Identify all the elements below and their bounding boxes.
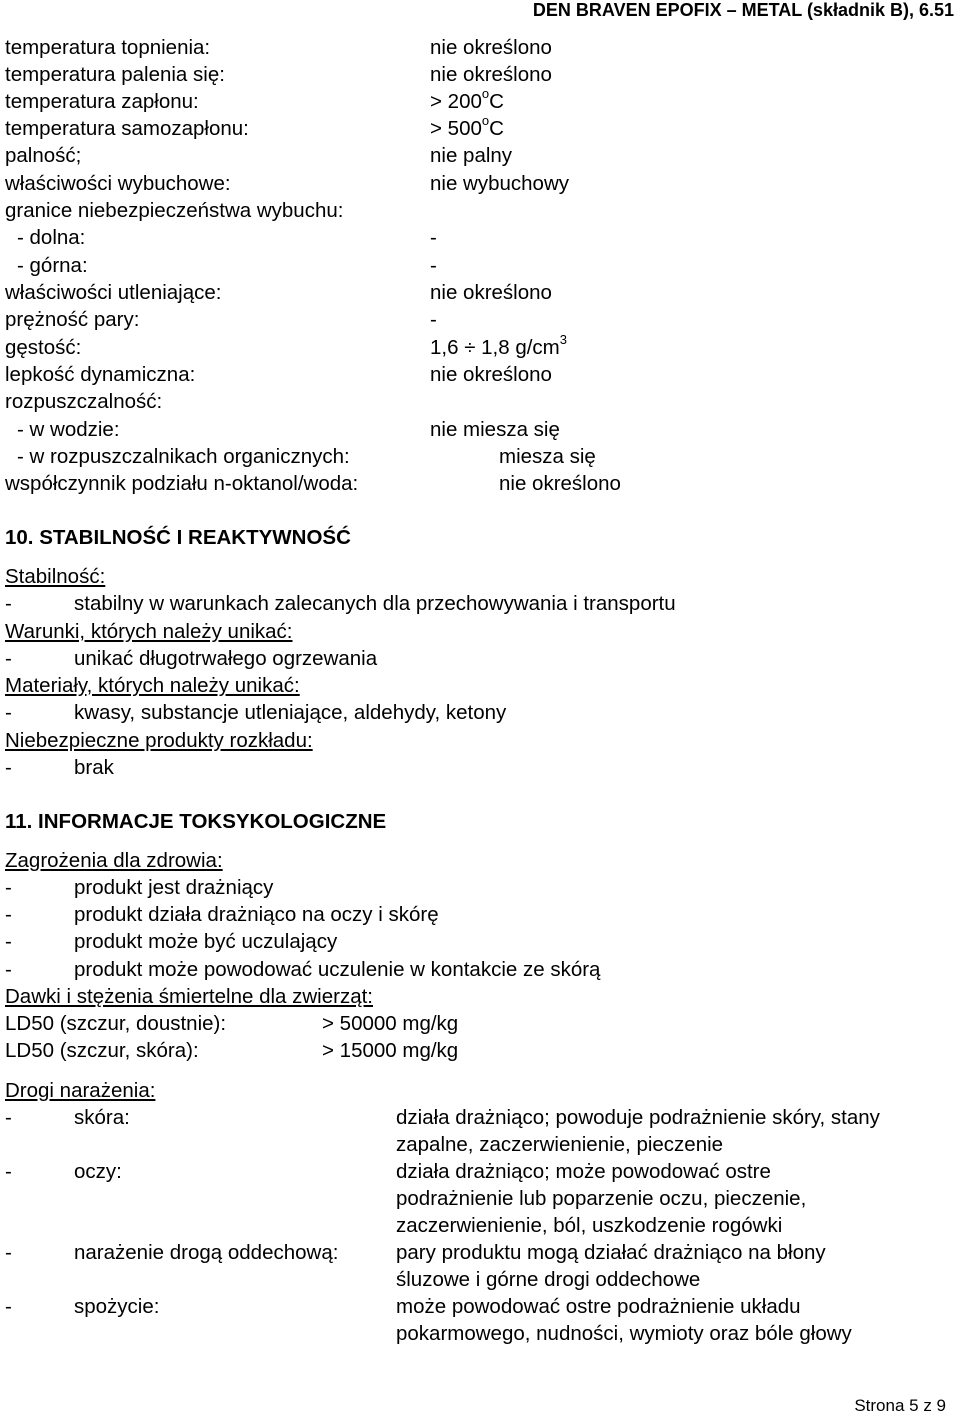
- list-item: brak: [74, 756, 114, 779]
- bullet-dash: -: [5, 876, 12, 899]
- exposure-description: zaczerwienienie, ból, uszkodzenie rogówki: [396, 1214, 783, 1237]
- bullet-dash: -: [5, 1295, 12, 1318]
- bullet-dash: -: [5, 930, 12, 953]
- property-label: - górna:: [17, 254, 88, 277]
- property-label: temperatura samozapłonu:: [5, 117, 249, 140]
- bullet-dash: -: [5, 958, 12, 981]
- property-value: 1,6 ÷ 1,8 $g/cm^3$: [430, 332, 567, 359]
- exposure-description: może powodować ostre podrażnienie układu: [396, 1295, 801, 1318]
- bullet-dash: -: [5, 1241, 12, 1264]
- property-label: temperatura zapłonu:: [5, 90, 199, 113]
- exposure-route-label: spożycie:: [74, 1295, 160, 1318]
- list-item: unikać długotrwałego ogrzewania: [74, 647, 378, 670]
- subsection-title: Stabilność:: [5, 565, 106, 588]
- property-label: - w rozpuszczalnikach organicznych:: [17, 445, 350, 468]
- bullet-dash: -: [5, 647, 12, 670]
- property-value: nie określono: [430, 281, 552, 304]
- property-label: lepkość dynamiczna:: [5, 363, 196, 386]
- list-item: stabilny w warunkach zalecanych dla przechowywania i transportu: [74, 592, 676, 615]
- exposure-description: śluzowe i górne drogi oddechowe: [396, 1268, 701, 1291]
- property-value: nie określono: [430, 363, 552, 386]
- property-value: nie określono: [430, 63, 552, 86]
- property-label: współczynnik podziału n-oktanol/woda:: [5, 472, 359, 495]
- ld50-label: LD50 (szczur, skóra):: [5, 1039, 199, 1062]
- property-value: nie określono: [430, 36, 552, 59]
- exposure-description: działa drażniąco; powoduje podrażnienie skóry, stany: [396, 1106, 880, 1129]
- bullet-dash: -: [5, 701, 12, 724]
- exposure-description: pary produktu mogą działać drażniąco na błony: [396, 1241, 826, 1264]
- list-item: produkt może być uczulający: [74, 930, 338, 953]
- property-value: nie palny: [430, 144, 513, 167]
- exposure-description: zapalne, zaczerwienienie, pieczenie: [396, 1133, 724, 1156]
- list-item: produkt może powodować uczulenie w kontakcie ze skórą: [74, 958, 601, 981]
- property-label: prężność pary:: [5, 308, 140, 331]
- property-value: > $200^oC$: [430, 86, 504, 113]
- property-value: > $500^oC$: [430, 113, 504, 140]
- section-11-heading: 11. INFORMACJE TOKSYKOLOGICZNE: [5, 810, 387, 833]
- list-item: produkt jest drażniący: [74, 876, 274, 899]
- subsection-title: Niebezpieczne produkty rozkładu:: [5, 729, 313, 752]
- subsection-title: Materiały, których należy unikać:: [5, 674, 300, 697]
- property-label: temperatura topnienia:: [5, 36, 211, 59]
- subsection-title: Warunki, których należy unikać:: [5, 620, 293, 643]
- property-value: nie miesza się: [430, 418, 560, 441]
- bullet-dash: -: [5, 903, 12, 926]
- property-label: temperatura palenia się:: [5, 63, 225, 86]
- ld50-value: > 15000 mg/kg: [322, 1039, 459, 1062]
- bullet-dash: -: [5, 1160, 12, 1183]
- subsection-title: Dawki i stężenia śmiertelne dla zwierząt:: [5, 985, 373, 1008]
- ld50-label: LD50 (szczur, doustnie):: [5, 1012, 227, 1035]
- exposure-route-label: oczy:: [74, 1160, 122, 1183]
- property-label: gęstość:: [5, 336, 82, 359]
- property-label: rozpuszczalność:: [5, 390, 163, 413]
- exposure-route-label: skóra:: [74, 1106, 130, 1129]
- subsection-title: Drogi narażenia:: [5, 1079, 156, 1102]
- property-label: właściwości wybuchowe:: [5, 172, 231, 195]
- section-10-heading: 10. STABILNOŚĆ I REAKTYWNOŚĆ: [5, 526, 351, 549]
- bullet-dash: -: [5, 592, 12, 615]
- exposure-description: pokarmowego, nudności, wymioty oraz bóle głowy: [396, 1322, 852, 1345]
- exposure-description: działa drażniąco; może powodować ostre: [396, 1160, 771, 1183]
- bullet-dash: -: [5, 1106, 12, 1129]
- property-label: granice niebezpieczeństwa wybuchu:: [5, 199, 344, 222]
- page-number: Strona 5 z 9: [854, 1396, 946, 1415]
- property-label: palność;: [5, 144, 82, 167]
- property-label: właściwości utleniające:: [5, 281, 222, 304]
- property-value: nie wybuchowy: [430, 172, 570, 195]
- document-header-title: DEN BRAVEN EPOFIX – METAL (składnik B), 6.51: [532, 0, 954, 20]
- exposure-description: podrażnienie lub poparzenie oczu, pieczenie,: [396, 1187, 807, 1210]
- exposure-route-label: narażenie drogą oddechową:: [74, 1241, 339, 1264]
- property-value: -: [430, 308, 437, 331]
- bullet-dash: -: [5, 756, 12, 779]
- ld50-value: > 50000 mg/kg: [322, 1012, 459, 1035]
- property-label: - dolna:: [17, 226, 86, 249]
- subsection-title: Zagrożenia dla zdrowia:: [5, 849, 223, 872]
- list-item: produkt działa drażniąco na oczy i skórę: [74, 903, 439, 926]
- property-value: miesza się: [499, 445, 596, 468]
- property-value: -: [430, 254, 437, 277]
- property-label: - w wodzie:: [17, 418, 120, 441]
- property-value: -: [430, 226, 437, 249]
- list-item: kwasy, substancje utleniające, aldehydy, ketony: [74, 701, 507, 724]
- property-value: nie określono: [499, 472, 621, 495]
